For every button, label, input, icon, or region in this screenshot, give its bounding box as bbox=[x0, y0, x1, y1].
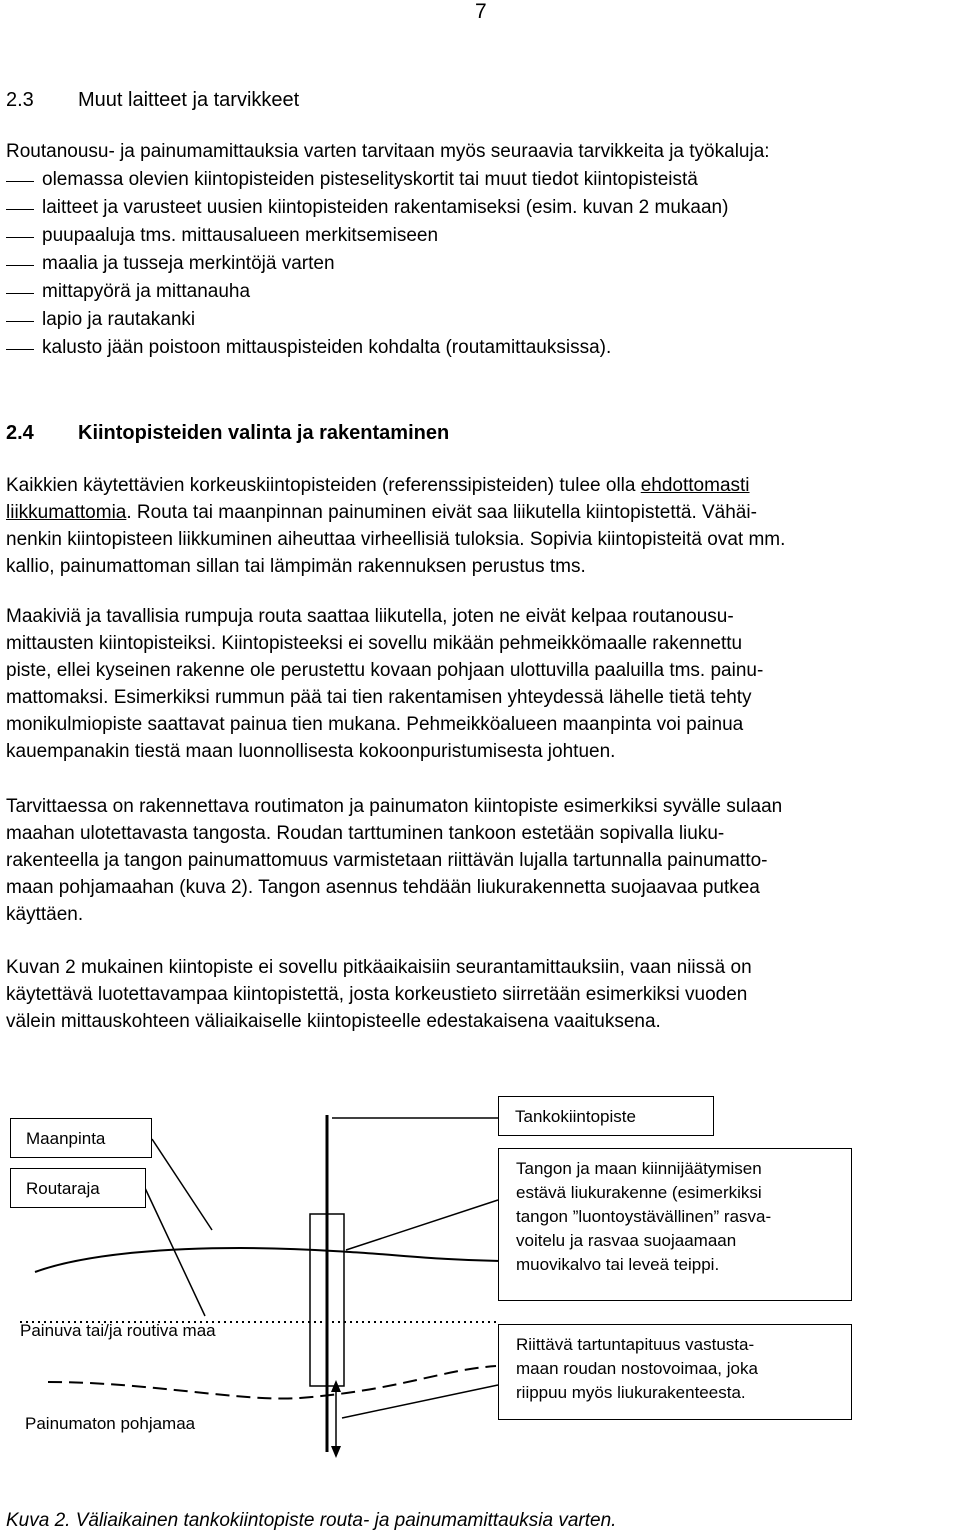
text-span: Kaikkien käytettävien korkeuskiintopisteiden (referenssipisteiden) tulee olla bbox=[6, 475, 641, 496]
text-line: kauempanakin tiestä maan luonnollisesta kokoonpuristumisesta johtuen. bbox=[6, 741, 616, 762]
text-line: estävä liukurakenne (esimerkiksi bbox=[516, 1183, 762, 1202]
label-box-slide-structure bbox=[498, 1148, 852, 1301]
section-title: Kiintopisteiden valinta ja rakentaminen bbox=[78, 422, 450, 444]
text-line: maan roudan nostovoimaa, joka bbox=[516, 1359, 758, 1378]
label-box-routaraja: Routaraja bbox=[10, 1168, 146, 1208]
label-box-tankokiintopiste: Tankokiintopiste bbox=[498, 1096, 714, 1136]
leader-line-slide bbox=[346, 1200, 498, 1250]
text-line: muovikalvo tai leveä teippi. bbox=[516, 1255, 720, 1274]
text-line: Maakiviä ja tavallisia rumpuja routa saattaa liikutella, joten ne eivät kelpaa routanousu- bbox=[6, 606, 734, 627]
list-item: lapio ja rautakanki bbox=[6, 306, 728, 334]
list-item: kalusto jään poistoon mittauspisteiden kohdalta (routamittauksissa). bbox=[6, 334, 728, 362]
intro-paragraph: Routanousu- ja painumamittauksia varten tarvitaan myös seuraavia tarvikkeita ja työkaluja: bbox=[6, 141, 770, 162]
text-line: riippuu myös liukurakenteesta. bbox=[516, 1383, 746, 1402]
paragraph-benchmark-stability bbox=[6, 472, 960, 580]
text-line: tangon ”luontoystävällinen” rasva- bbox=[516, 1207, 772, 1226]
paragraph-unsuitable-points bbox=[6, 603, 960, 765]
text-line: Tarvittaessa on rakennettava routimaton ja painumaton kiintopiste esimerkiksi syvälle sulaan bbox=[6, 796, 783, 817]
label-painuva-maa: Painuva tai/ja routiva maa bbox=[20, 1321, 216, 1340]
section-heading-2-3 bbox=[6, 88, 299, 112]
text-line: Kuvan 2 mukainen kiintopiste ei sovellu pitkäaikaisiin seurantamittauksiin, vaan niissä on bbox=[6, 957, 752, 978]
figure-rod-benchmark bbox=[0, 1080, 960, 1500]
text-line: voitelu ja rasvaa suojaamaan bbox=[516, 1231, 737, 1250]
leader-line-routaraja bbox=[145, 1188, 205, 1316]
text-line: käytettävä luotettavampaa kiintopistettä, josta korkeustieto siirretään esimerkiksi vuoden bbox=[6, 984, 748, 1005]
underlined-text: ehdottomasti bbox=[640, 475, 750, 496]
tools-list bbox=[6, 166, 728, 362]
text-line: käyttäen. bbox=[6, 904, 84, 925]
text-line: monikulmiopiste saattavat painua tien mukana. Pehmeikköalueen maanpinta voi painua bbox=[6, 714, 744, 735]
list-item: maalia ja tusseja merkintöjä varten bbox=[6, 250, 728, 278]
text-line: Tangon ja maan kiinnijäätymisen bbox=[516, 1159, 762, 1178]
list-item: laitteet ja varusteet uusien kiintopisteiden rakentamiseksi (esim. kuvan 2 mukaan) bbox=[6, 194, 728, 222]
list-item: olemassa olevien kiintopisteiden pisteselityskortit tai muut tiedot kiintopisteistä bbox=[6, 166, 728, 194]
leader-line-maanpinta bbox=[152, 1139, 212, 1230]
figure-caption: Kuva 2. Väliaikainen tankokiintopiste routa- ja painumamittauksia varten. bbox=[6, 1510, 617, 1531]
text-span: . Routa tai maanpinnan painuminen eivät saa liikutella kiintopistettä. Vähäi- bbox=[126, 502, 757, 523]
text-line bbox=[6, 499, 960, 526]
text-line: nenkin kiintopisteen liikkuminen aiheuttaa virheellisiä tuloksia. Sopivia kiintopisteitä ovat mm. bbox=[6, 529, 786, 550]
ground-surface-line bbox=[35, 1248, 500, 1272]
text-line: kallio, painumattoman sillan tai lämpimän rakennuksen perustus tms. bbox=[6, 556, 586, 577]
text-line: mattomaksi. Esimerkiksi rummun pää tai tien rakentamisen yhteydessä lähelle tietä tehty bbox=[6, 687, 752, 708]
text-line: maan pohjamaahan (kuva 2). Tangon asennus tehdään liukurakennetta suojaavaa putkea bbox=[6, 877, 760, 898]
label-painumaton-pohjamaa: Painumaton pohjamaa bbox=[25, 1414, 196, 1433]
underlined-text: liikkumattomia bbox=[6, 502, 127, 523]
label-box-grip-length bbox=[498, 1324, 852, 1420]
text-line: rakenteella ja tangon painumattomuus varmistetaan riittävän lujalla tartunnalla painumatto- bbox=[6, 850, 768, 871]
section-number: 2.3 bbox=[6, 89, 34, 111]
section-title: Muut laitteet ja tarvikkeet bbox=[78, 89, 300, 111]
text-line bbox=[6, 472, 960, 499]
text-line: välein mittauskohteen väliaikaiselle kiintopisteelle edestakaisena vaaituksena. bbox=[6, 1011, 661, 1032]
text-line: Riittävä tartuntapituus vastusta- bbox=[516, 1335, 755, 1354]
list-item: mittapyörä ja mittanauha bbox=[6, 278, 728, 306]
settling-boundary-line bbox=[48, 1366, 496, 1399]
page-number: 7 bbox=[475, 0, 487, 23]
text-line: piste, ellei kyseinen rakenne ole perustettu kovaan pohjaan ulottuvilla paaluilla tms. painu- bbox=[6, 660, 764, 681]
paragraph-rod-benchmark bbox=[6, 793, 960, 928]
section-number: 2.4 bbox=[6, 422, 34, 444]
text-line: mittausten kiintopisteiksi. Kiintopisteeksi ei sovellu mikään pehmeikkömaalle rakennettu bbox=[6, 633, 743, 654]
text-line: maahan ulotettavasta tangosta. Roudan tarttuminen tankoon estetään sopivalla liuku- bbox=[6, 823, 725, 844]
list-item: puupaaluja tms. mittausalueen merkitsemiseen bbox=[6, 222, 728, 250]
section-heading-2-4 bbox=[6, 421, 449, 445]
label-box-maanpinta: Maanpinta bbox=[10, 1118, 152, 1158]
arrow-down-icon bbox=[331, 1446, 341, 1458]
paragraph-long-term-monitoring bbox=[6, 954, 960, 1035]
